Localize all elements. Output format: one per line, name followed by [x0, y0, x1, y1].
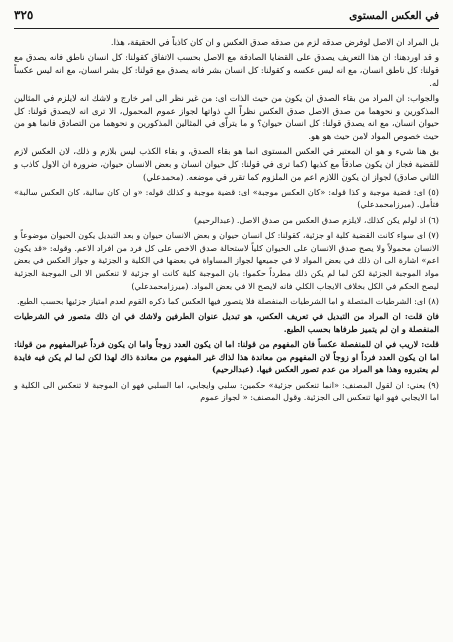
objection-paragraph: فان قلت: ان المراد من التبديل في تعريف العكس، هو تبديل عنوان الطرفين ولاشك في ان ذلك متصور في الشرطيات المنفصلة و ان لم يتميز طرفاها بحسب الطبع. [14, 311, 439, 334]
page-body [14, 36, 439, 404]
footnote: (٨) اى: الشرطيات المتصلة و اما الشرطيات المنفصلة فلا يتصور فيها العكس كما ذكره القوم لعدم امتياز جزئيها بحسب الطبع. [17, 295, 439, 306]
page-header [14, 8, 439, 29]
running-title: في العكس المستوى [349, 10, 439, 22]
paragraph: بق هنا شيء و هو ان المعتبر في العكس المستوى انما هو بقاء الصدق، و بقاء الكذب ليس بلازم و ذلك، لان العكس لازم للقضية فجاز ان يكون صادقاً مع كذبها (كما ترى في قولنا: كل حيوان انسان و بعض الانسان حيوان، ضرورة ان الاول كاذب و الثاني صادق) لجواز ان يكون اللازم اعم من الملزوم كما تقرر في موضعه. (محمدعلي) [14, 146, 439, 182]
footnote: (٩) يعني: ان لقول المصنف: «انما تنعكس جزئية» حكمين: سلبي وايجابي، اما السلبي فهو ان الموجبة لا تنعكس الى الكلية و اما الايجابي فهو انها تنعكس الى الجزئية. وقول المصنف: « لجواز عموم [14, 379, 439, 403]
paragraph: و قد اوردهنا: ان هذا التعريف يصدق على القضايا الصادقة مع الاصل بحسب الاتفاق كقولنا: كل انسان ناطق فانه يصدق مع قولنا: كل ناطق انسان، مع انه ليس عكسه و كقولنا: كل انسان بشر فانه يصدق مع قولنا: كل بشر انسان، مع انه ليس عكساً له. [14, 52, 439, 88]
paragraph: بل المراد ان الاصل لوفرض صدقه لزم من صدقه صدق العكس و ان كان كاذباً في الحقيقة، هذا. [110, 37, 439, 47]
page-number: ٣٢٥ [14, 8, 34, 22]
paragraph: والجواب: ان المراد من بقاء الصدق ان يكون من حيث الذات اى: من غير نظر الى امر خارج و لاشك انه لايلزم في المثالين المذكورين و نحوهما من صدق الاصل صدق العكس نظراً الى ذواتها لجواز عموم المحمول، الا ترى انه لايصدق قولنا: كل حيوان انسان، مع انه يصدق قولنا: كل انسان حيوان؟ و ما يتراّى في المثالين المذكورين و نحوهما من التصادق فانما هو من حيث خصوص المواد لامن حيث هو هو. [14, 92, 439, 141]
footnote: (٥) اى: قضية موجبة و كذا قوله: «كان العكس موجبة» اى: قضية موجبة و كذلك قوله: «و ان كان سالبة، كان العكس سالبة» فتأمل. (ميرزامحمدعلي) [14, 186, 439, 210]
footnote: (٧) اى سواء كانت القضية كلية او جزئية، كقولنا: كل انسان حيوان و بعض الانسان حيوان و بعد التبديل يكون الحيوان موضوعاً و الانسان محمولاً ولا يصح صدق الانسان على الحيوان كلياً لاستحالة صدق الاخص على كل فرد من افراد الاعم. وقوله: «قد يكون اعم» اشارة الى ان ذلك في بعض المواد لا في جميعها لجواز المساواة في بعضها في الكلية و الجزئية و جواز العكس في بعض مواد الموجبة الجزئية لكن لما لم يكن ذلك مطرداً حكموا: بان الموجبة كلية كانت او جزئية لا تنعكس الا الى الموجبة الجزئية ليصح الحكم في الكل بخلاف الايجاب الكلي فانه لايصح الا في بعض المواد. (ميرزامحمدعلي) [14, 229, 439, 291]
reply-paragraph: قلت: لاريب في ان للمنفصلة عكساً فان المفهوم من قولنا: اما ان يكون العدد زوجاً واما ان يكون فرداً غيرالمفهوم من قولنا: اما ان يكون العدد فرداً او زوجاً لان المفهوم من معاندة هذا لذاك غير المفهوم من معاندة ذاك لهذا لكن لما لم يكن فيه فايدة لم يعتبروه وهذا هو المراد من عدم تصور العكس فيها. (عبدالرحيم) [14, 338, 439, 375]
footnote: (٦) اذ لولم يكن كذلك، لايلزم صدق العكس من صدق الاصل. (عبدالرحيم) [193, 214, 439, 225]
